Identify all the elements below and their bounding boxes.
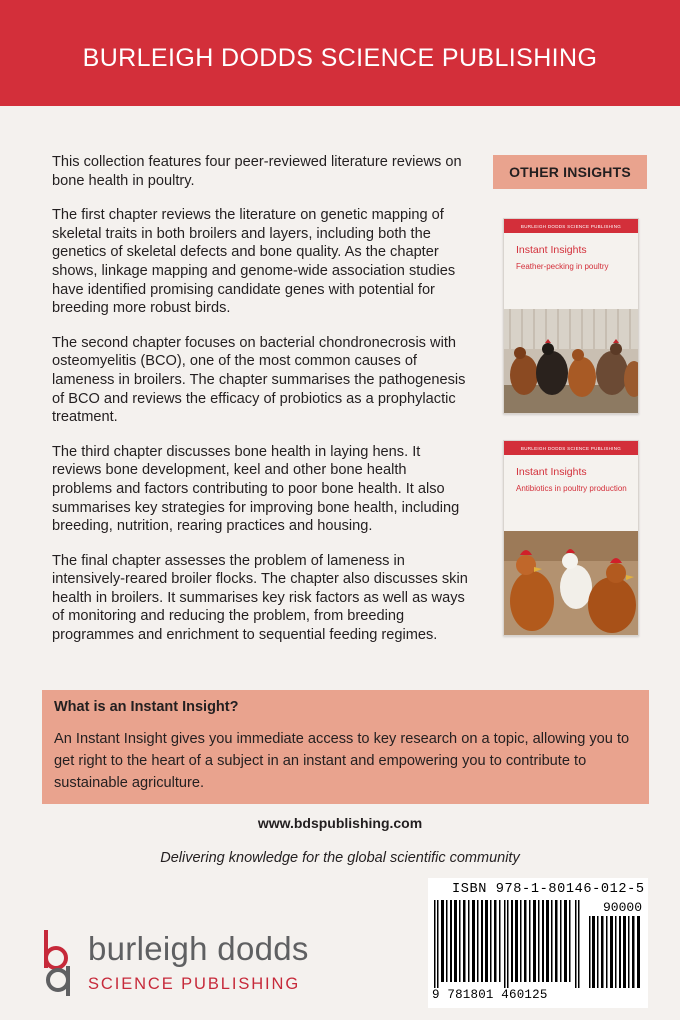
description-paragraph: This collection features four peer-reviewed literature reviews on bone health in poultry. <box>52 154 462 189</box>
info-box-title: What is an Instant Insight? <box>54 699 239 715</box>
website-link[interactable]: www.bdspublishing.com <box>257 815 423 831</box>
description-paragraph: The second chapter focuses on bacterial chondronecrosis with osteomyelitis (BCO), one of the most common causes of lameness in broilers. The chapter summarises the pathogenesis of BCO and reviews the efficacy of probiotics as a prophylactic treatment. <box>52 334 466 426</box>
book-title: Antibiotics in poultry production <box>516 484 627 493</box>
barcode-bars <box>432 900 582 988</box>
book-title: Feather-pecking in poultry <box>516 262 609 271</box>
info-box-body: An Instant Insight gives you immediate access to key research on a topic, allowing you to get right to the heart of a subject in an instant and empowering you to contribute to sustainable agriculture. <box>54 731 630 791</box>
isbn-barcode <box>428 878 648 1008</box>
price-code: 90000 <box>602 900 642 915</box>
logo-subtitle: SCIENCE PUBLISHING <box>88 975 301 993</box>
book-series-title: Instant Insights <box>516 244 587 256</box>
book-cover-antibiotics <box>503 440 639 636</box>
description-paragraph: The first chapter reviews the literature on genetic mapping of skeletal traits in both broilers and layers, including both the genetics of skeletal defects and bone quality. As the chapter shows, linkage mapping and genome-wide association studies have identified promising candidate genes with potential for breeding more robust birds. <box>52 207 456 317</box>
publisher-logo-icon <box>40 928 76 998</box>
description-paragraph: The final chapter assesses the problem of lameness in intensively-reared broiler flocks. The chapter also discusses skin health in broilers. It summarises key risk factors as well as ways of monitoring and reducing the problem, from breeding programmes and enrichment to sequential feeding regimes. <box>52 552 468 644</box>
book-series-title: Instant Insights <box>516 466 587 478</box>
other-insights-label: OTHER INSIGHTS <box>493 155 647 189</box>
book-cover-band: BURLEIGH DODDS SCIENCE PUBLISHING <box>504 441 638 455</box>
book-description <box>52 153 470 661</box>
publisher-title: BURLEIGH DODDS SCIENCE PUBLISHING <box>82 44 598 72</box>
isbn-number: ISBN 978-1-80146-012-5 <box>452 882 645 897</box>
description-paragraph: The third chapter discusses bone health in laying hens. It reviews bone development, keel and other bone health problems and factors contributing to poor bone health. It also summarises key strategies for improving bone health, including breeding, nutrition, rearing practices and housing. <box>52 443 460 535</box>
tagline: Delivering knowledge for the global scientific community <box>160 850 520 866</box>
instant-insight-info-box <box>42 690 649 804</box>
chickens-photo <box>504 531 639 635</box>
header-banner <box>0 0 680 106</box>
barcode-digits: 9 781801 460125 <box>432 988 548 1002</box>
book-cover-feather-pecking <box>503 218 639 414</box>
addon-barcode-bars <box>588 916 642 988</box>
book-cover-band: BURLEIGH DODDS SCIENCE PUBLISHING <box>504 219 638 233</box>
hens-photo <box>504 309 639 413</box>
logo-wordmark: burleigh dodds <box>88 930 309 967</box>
